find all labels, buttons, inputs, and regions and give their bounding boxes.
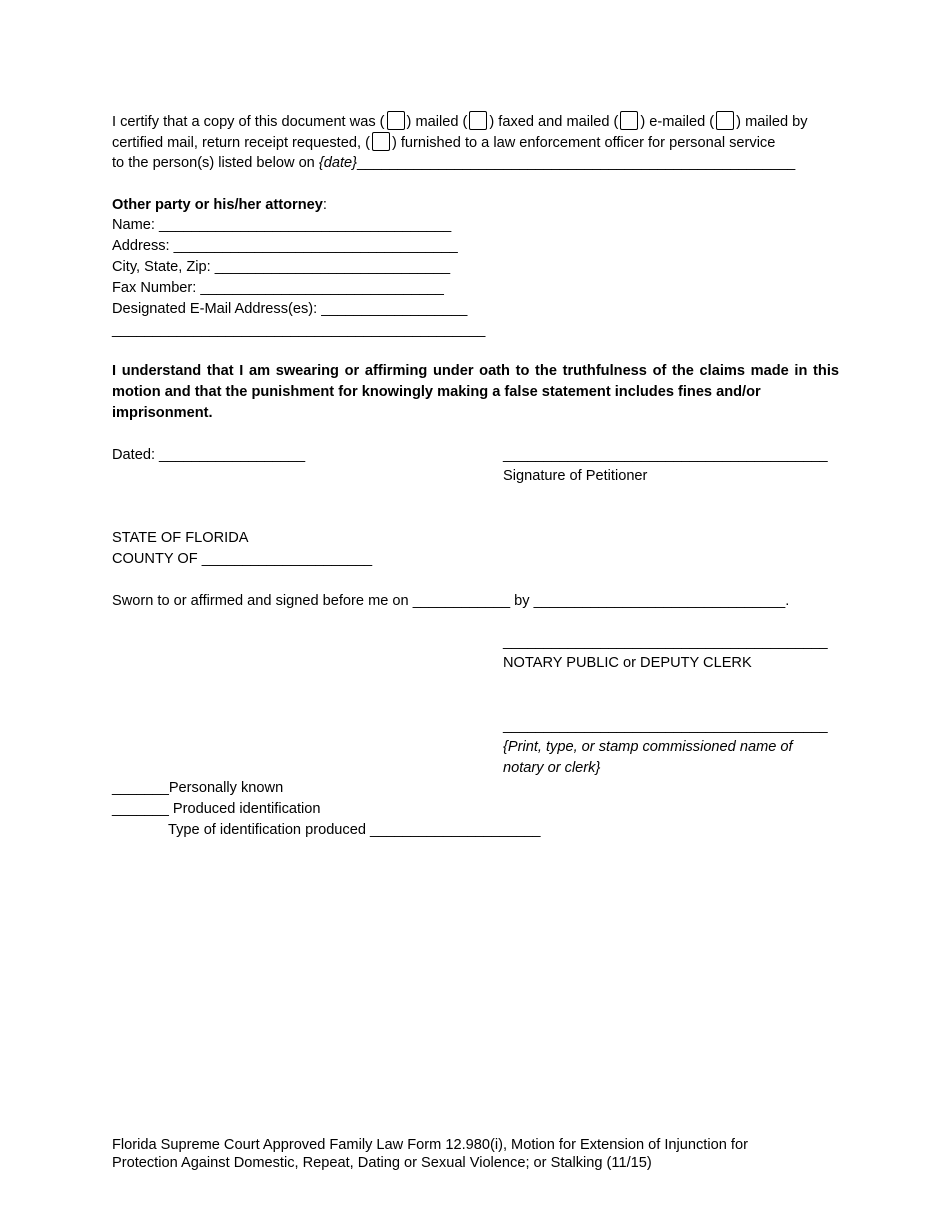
law-enforcement-label: ) furnished to a law enforcement officer for personal service — [391, 135, 776, 151]
personally-known-field[interactable]: _______Personally known — [112, 780, 284, 796]
footer-line-1: Florida Supreme Court Approved Family Law Form 12.980(i), Motion for Extension of Injunction for — [112, 1137, 748, 1153]
certify-line-1 — [112, 111, 808, 133]
certified-mail-label: ) mailed by — [736, 114, 808, 130]
fax-number-field[interactable]: Fax Number: ______________________________ — [112, 280, 444, 296]
date-placeholder: {date} — [318, 155, 358, 171]
footer-line-2: Protection Against Domestic, Repeat, Dating or Sexual Violence; or Stalking (11/15) — [112, 1155, 652, 1171]
emailed-label: ) e-mailed ( — [640, 114, 715, 130]
city-state-zip-field[interactable]: City, State, Zip: _____________________________ — [112, 259, 451, 275]
dated-field[interactable]: Dated: __________________ — [112, 447, 306, 463]
form-footer — [112, 1136, 832, 1172]
email-field-continued[interactable]: ______________________________________________ — [112, 322, 486, 338]
other-party-heading — [112, 195, 327, 216]
mailed-label: ) mailed ( — [406, 114, 468, 130]
other-party-heading-text: Other party or his/her attorney — [112, 197, 323, 213]
certify-text: I certify that a copy of this document was ( — [112, 114, 385, 130]
certify-text-2: certified mail, return receipt requested, ( — [112, 135, 370, 151]
email-field[interactable]: Designated E-Mail Address(es): __________________ — [112, 301, 468, 317]
faxed-label: ) faxed and mailed ( — [489, 114, 619, 130]
mailed-checkbox[interactable] — [387, 111, 405, 130]
identification-type-field[interactable]: Type of identification produced _____________________ — [168, 822, 541, 838]
oath-statement — [112, 361, 839, 424]
notary-label: NOTARY PUBLIC or DEPUTY CLERK — [503, 655, 752, 671]
certify-line-2 — [112, 132, 775, 154]
state-label: STATE OF FLORIDA — [112, 530, 249, 546]
signature-label: Signature of Petitioner — [503, 468, 648, 484]
certify-text-3: to the person(s) listed below on — [112, 155, 319, 171]
law-enforcement-checkbox[interactable] — [372, 132, 390, 151]
faxed-and-mailed-checkbox[interactable] — [469, 111, 487, 130]
certify-line-3 — [112, 153, 795, 174]
print-name-note: {Print, type, or stamp commissioned name of notary or clerk} — [503, 739, 793, 776]
oath-text-last: imprisonment. — [112, 405, 213, 421]
produced-identification-field[interactable]: _______ Produced identification — [112, 801, 321, 817]
emailed-checkbox[interactable] — [620, 111, 638, 130]
print-name-line[interactable]: ________________________________________ — [503, 718, 828, 734]
notary-signature-line[interactable]: ________________________________________ — [503, 634, 828, 650]
sworn-statement[interactable]: Sworn to or affirmed and signed before me on ____________ by _______________________________. — [112, 593, 790, 609]
name-field[interactable]: Name: ____________________________________ — [112, 217, 452, 233]
county-field[interactable]: COUNTY OF _____________________ — [112, 551, 373, 567]
address-field[interactable]: Address: ___________________________________ — [112, 238, 458, 254]
certified-mail-checkbox[interactable] — [716, 111, 734, 130]
heading-colon: : — [322, 197, 327, 213]
date-field[interactable]: ______________________________________________________ — [357, 155, 796, 171]
oath-text: I understand that I am swearing or affirming under oath to the truthfulness of the claims made in this motion and that the punishment for knowingly making a false statement includes fines and/or — [112, 363, 839, 400]
signature-line[interactable]: ________________________________________ — [503, 447, 828, 463]
